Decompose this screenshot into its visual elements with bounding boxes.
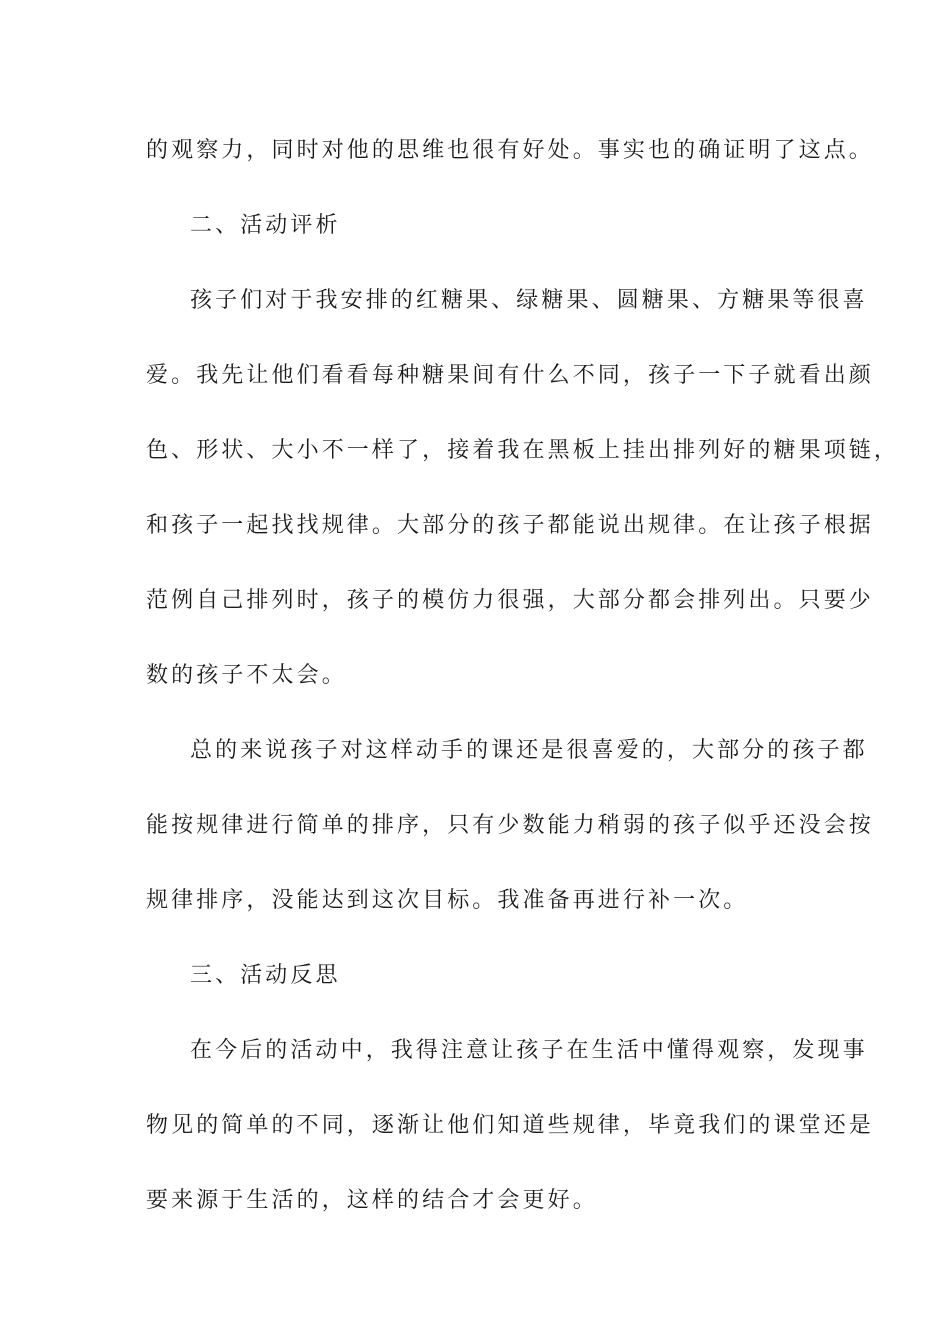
paragraph-line: 和孩子一起找找规律。大部分的孩子都能说出规律。在让孩子根据 [146, 513, 874, 538]
paragraph-line: 孩子们对于我安排的红糖果、绿糖果、圆糖果、方糖果等很喜 [190, 288, 868, 313]
section-heading-activity-evaluation: 二、活动评析 [190, 213, 341, 238]
paragraph-line: 物见的简单的不同，逐渐让他们知道些规律，毕竟我们的课堂还是 [146, 1113, 874, 1138]
paragraph-line: 范例自己排列时，孩子的模仿力很强，大部分都会排列出。只要少 [146, 588, 874, 613]
paragraph-line: 能按规律进行简单的排序，只有少数能力稍弱的孩子似乎还没会按 [146, 813, 874, 838]
paragraph-line: 爱。我先让他们看看每种糖果间有什么不同，孩子一下子就看出颜 [146, 363, 874, 388]
paragraph-line: 色、形状、大小不一样了，接着我在黑板上挂出排列好的糖果项链， [146, 438, 900, 463]
paragraph-line: 规律排序，没能达到这次目标。我准备再进行补一次。 [146, 888, 749, 913]
paragraph-line: 数的孩子不太会。 [146, 663, 347, 688]
paragraph-line: 的观察力，同时对他的思维也很有好处。事实也的确证明了这点。 [146, 138, 874, 163]
section-heading-activity-reflection: 三、活动反思 [190, 963, 341, 988]
paragraph-line: 总的来说孩子对这样动手的课还是很喜爱的，大部分的孩子都 [190, 738, 868, 763]
paragraph-line: 要来源于生活的，这样的结合才会更好。 [146, 1188, 598, 1213]
paragraph-line: 在今后的活动中，我得注意让孩子在生活中懂得观察，发现事 [190, 1038, 868, 1063]
